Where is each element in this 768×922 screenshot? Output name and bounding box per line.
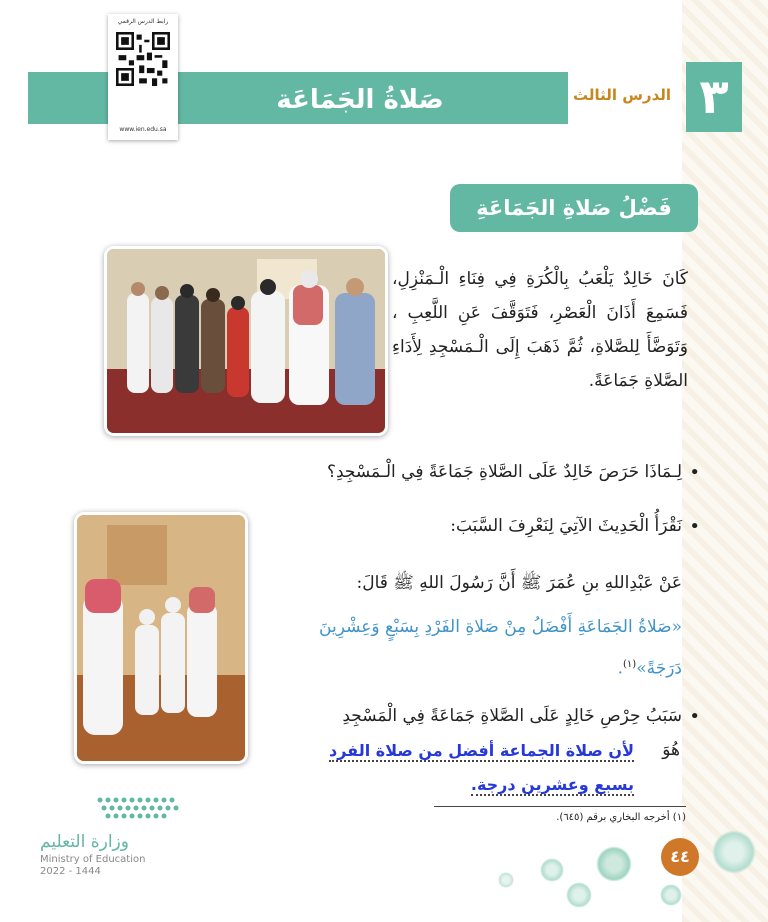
qr-card[interactable] [108, 14, 178, 140]
hadith-narration: عَنْ عَبْدِاللهِ بنِ عُمَرَ ﷺ أَنَّ رَسُولَ اللهِ ﷺ قَالَ: [356, 573, 682, 593]
ornament-flower-icon [596, 846, 632, 882]
ministry-year: 2022 - 1444 [40, 866, 101, 877]
ornament-flower-icon [566, 882, 592, 908]
lesson-title: صَلاةُ الجَمَاعَة [276, 85, 444, 115]
ministry-name-english: Ministry of Education [40, 854, 146, 865]
instruction-read-hadith: نَقْرَأُ الْحَدِيثَ الآتِيَ لِنَعْرِفَ السَّبَبَ: • [250, 516, 682, 536]
footnote: (١) أخرجه البخاري برقم (٦٤٥). [556, 812, 686, 823]
ornament-flower-icon [498, 872, 514, 888]
answer-line-1: لأن صلاة الجماعة أفضل من صلاة الفرد [329, 741, 634, 760]
decorative-edge-pattern [682, 0, 768, 922]
ministry-logo-icon [96, 796, 182, 822]
qr-caption: رابط الدرس الرقمي [117, 18, 169, 25]
answer-line-2: بسبع وعشرين درجة. [470, 775, 634, 794]
handwritten-answer[interactable] [300, 734, 634, 802]
father-sons-prayer-photo [74, 512, 248, 764]
ornament-flower-icon [712, 830, 756, 874]
lesson-number: ٣ [686, 62, 742, 132]
reason-prompt: سَبَبُ حِرْصِ خَالِدٍ عَلَى الصَّلاةِ جَمَاعَةً فِي الْمَسْجِدِ • [250, 706, 682, 726]
father-sons-illustration [77, 515, 245, 761]
footnote-divider [434, 806, 686, 807]
qr-code-icon[interactable] [116, 32, 170, 86]
hadith-footnote-ref: (١) [623, 659, 637, 670]
congregation-prayer-photo [104, 246, 388, 436]
section-title: فَضْلُ صَلاةِ الجَمَاعَةِ [450, 184, 698, 232]
lesson-label: الدرس الثالث [572, 86, 672, 104]
ornament-flower-icon [660, 884, 682, 906]
answer-prefix: هُوَ [662, 740, 680, 760]
hadith-text: «صَلاةُ الجَمَاعَةِ أَفْضَلُ مِنْ صَلاةِ الفَرْدِ بِسَبْعٍ وَعِشْرِينَ دَرَجَةً» [319, 617, 682, 679]
ministry-name-arabic: وزارة التعليم [40, 832, 129, 852]
hadith-text-block: «صَلاةُ الجَمَاعَةِ أَفْضَلُ مِنْ صَلاةِ الفَرْدِ بِسَبْعٍ وَعِشْرِينَ دَرَجَةً»$^{(١)}$. [319, 617, 682, 679]
story-paragraph: كَانَ خَالِدٌ يَلْعَبُ بِالْكُرَةِ فِي فِنَاءِ الْـمَنْزِلِ، فَسَمِعَ أَذَانَ الْعَصْرِ، فَتَوَقَّفَ عَنِ اللَّعِبِ ، وَتَوَضَّأَ لِلصَّلاةِ، ثُمَّ ذَهَبَ إِلَى الْـمَسْجِدِ لِأَدَاءِ الصَّلاةِ جَمَاعَةً. [392, 269, 688, 391]
qr-url: www.ien.edu.sa [119, 126, 167, 133]
question-why-congregation: لِـمَاذَا حَرَصَ خَالِدٌ عَلَى الصَّلاةِ جَمَاعَةً فِي الْـمَسْجِدِ؟ • [250, 462, 682, 482]
ornament-flower-icon [540, 858, 564, 882]
congregation-illustration [107, 249, 385, 433]
page-number: ٤٤ [661, 838, 699, 876]
